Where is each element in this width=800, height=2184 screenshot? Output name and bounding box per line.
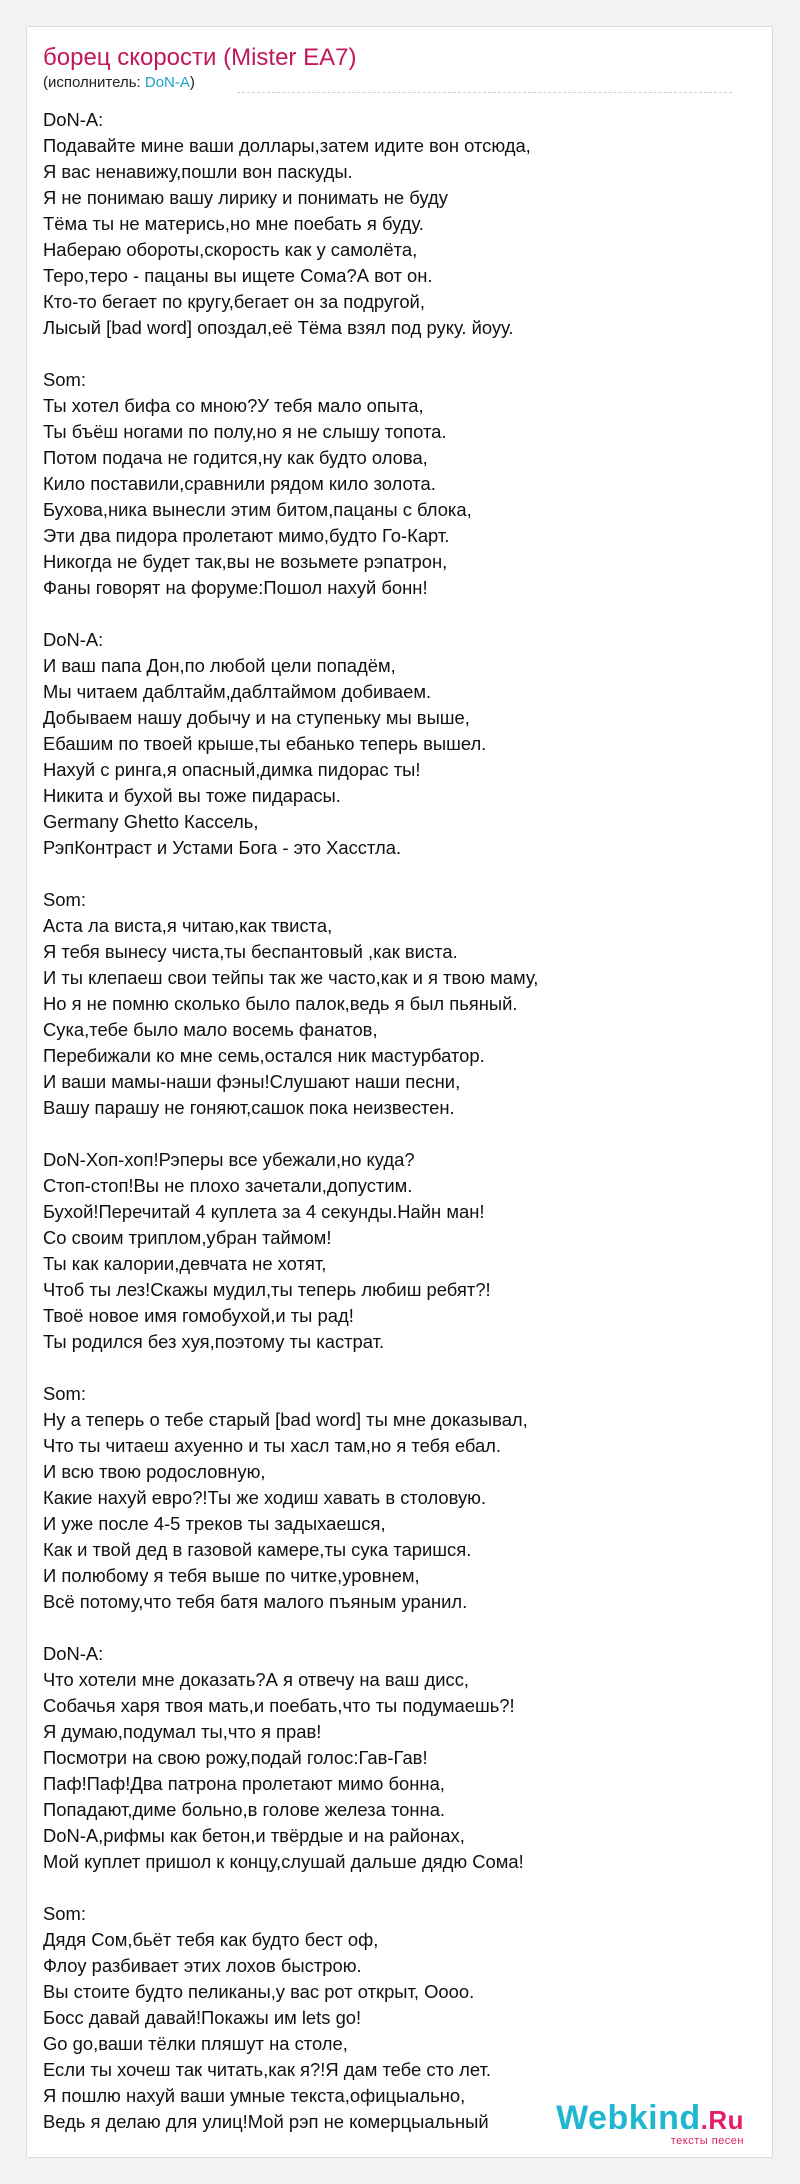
lyric-line: Со своим триплом,убран таймом!	[43, 1227, 332, 1248]
lyric-line: Som:	[43, 1903, 86, 1924]
lyric-line: Чтоб ты лез!Скажы мудил,ты теперь любиш ребят?!	[43, 1279, 491, 1300]
lyric-line: Ебашим по твоей крыше,ты ебанько теперь вышел.	[43, 733, 487, 754]
lyric-line: Но я не помню сколько было палок,ведь я был пьяный.	[43, 993, 518, 1014]
lyric-line: Нахуй с ринга,я опасный,димка пидорас ты!	[43, 759, 421, 780]
lyric-line: Лысый [bad word] опоздал,её Тёма взял под руку. йоуу.	[43, 317, 514, 338]
lyric-line: Какие нахуй евро?!Ты же ходиш хавать в столовую.	[43, 1487, 487, 1508]
lyric-line: Мой куплет пришол к концу,слушай дальше дядю Сома!	[43, 1851, 524, 1872]
lyric-line: Подавайте мине ваши доллары,затем идите вон отсюда,	[43, 135, 531, 156]
lyric-line: Ты родился без хуя,поэтому ты кастрат.	[43, 1331, 385, 1352]
lyric-line: Как и твой дед в газовой камере,ты сука таришся.	[43, 1539, 472, 1560]
lyric-line: Набераю обороты,скорость как у самолёта,	[43, 239, 418, 260]
stanza	[43, 107, 743, 341]
artist-prefix: (исполнитель:	[43, 74, 145, 91]
lyric-line: Что хотели мне доказать?А я отвечу на ваш дисс,	[43, 1669, 470, 1690]
lyric-line: Germany Ghetto Кассель,	[43, 811, 259, 832]
logo-tagline: тексты песен	[670, 2135, 744, 2147]
lyric-line: Ты как калории,девчата не хотят,	[43, 1253, 327, 1274]
artist-line	[43, 74, 195, 91]
lyric-line: Я думаю,подумал ты,что я прав!	[43, 1721, 322, 1742]
lyric-line: Теро,теро - пацаны вы ищете Сома?А вот он.	[43, 265, 433, 286]
lyric-line: DoN-Хоп-хоп!Рэперы все убежали,но куда?	[43, 1149, 415, 1170]
lyric-line: Эти два пидора пролетают мимо,будто Го-Карт.	[43, 525, 450, 546]
lyric-line: Если ты хочеш так читать,как я?!Я дам тебе сто лет.	[43, 2059, 491, 2080]
lyric-line: И полюбому я тебя выше по читке,уровнем,	[43, 1565, 420, 1586]
lyric-line: Som:	[43, 889, 86, 910]
lyric-line: Ведь я делаю для улиц!Мой рэп не комерцыальный	[43, 2111, 489, 2132]
lyric-line: DoN-A:	[43, 1643, 104, 1664]
lyric-line: Перебижали ко мне семь,остался ник мастурбатор.	[43, 1045, 485, 1066]
lyric-line: И уже после 4-5 треков ты задыхаешся,	[43, 1513, 386, 1534]
lyric-line: Собачья харя твоя мать,и поебать,что ты подумаешь?!	[43, 1695, 515, 1716]
lyric-line: Фаны говорят на форуме:Пошол нахуй бонн!	[43, 577, 428, 598]
lyric-line: Ты хотел бифа со мною?У тебя мало опыта,	[43, 395, 424, 416]
logo-suffix: .Ru	[700, 2105, 744, 2135]
lyric-line: Тёма ты не матерись,но мне поебать я буду.	[43, 213, 424, 234]
lyric-line: Я пошлю нахуй ваши умные текста,офицыально,	[43, 2085, 466, 2106]
lyric-line: Паф!Паф!Два патрона пролетают мимо бонна,	[43, 1773, 445, 1794]
divider	[237, 92, 732, 93]
lyric-line: DoN-A:	[43, 629, 104, 650]
lyrics-card	[26, 26, 773, 2158]
lyric-line: Флоу разбивает этих лохов быстрою.	[43, 1955, 362, 1976]
lyric-line: Потом подача не годится,ну как будто олова,	[43, 447, 428, 468]
lyric-line: Ты бъёш ногами по полу,но я не слышу топота.	[43, 421, 447, 442]
lyric-line: DoN-A,рифмы как бетон,и твёрдые и на районах,	[43, 1825, 465, 1846]
lyric-line: Go go,ваши тёлки пляшут на столе,	[43, 2033, 348, 2054]
lyric-line: Что ты читаеш ахуенно и ты хасл там,но я тебя ебал.	[43, 1435, 502, 1456]
lyric-line: Добываем нашу добычу и на ступеньку мы выше,	[43, 707, 470, 728]
lyric-line: Вы стоите будто пеликаны,у вас рот открыт, Оооо.	[43, 1981, 475, 2002]
stanza	[43, 1641, 743, 1875]
logo-name: Webkind	[556, 2099, 701, 2137]
lyric-line: Мы читаем даблтайм,даблтаймом добиваем.	[43, 681, 432, 702]
lyric-line: Сука,тебе было мало восемь фанатов,	[43, 1019, 378, 1040]
lyric-line: Som:	[43, 369, 86, 390]
lyric-line: Попадают,диме больно,в голове железа тонна.	[43, 1799, 446, 1820]
lyric-line: Ну а теперь о тебе старый [bad word] ты мне доказывал,	[43, 1409, 528, 1430]
lyric-line: Никита и бухой вы тоже пидарасы.	[43, 785, 341, 806]
lyric-line: DoN-A:	[43, 109, 104, 130]
lyrics-body	[43, 107, 743, 2158]
stanza	[43, 887, 743, 1121]
logo-wordmark	[556, 2101, 744, 2137]
artist-link[interactable]: DoN-A	[144, 74, 190, 91]
stanza	[43, 1381, 743, 1615]
lyric-line: Аста ла виста,я читаю,как твиста,	[43, 915, 333, 936]
lyric-line: Стоп-стоп!Вы не плохо зачетали,допустим.	[43, 1175, 413, 1196]
lyric-line: Босс давай давай!Покажы им lets go!	[43, 2007, 362, 2028]
lyric-line: Я вас ненавижу,пошли вон паскуды.	[43, 161, 353, 182]
lyric-line: Дядя Сом,бьёт тебя как будто бест оф,	[43, 1929, 379, 1950]
lyric-line: Я тебя вынесу чиста,ты беспантовый ,как виста.	[43, 941, 458, 962]
lyric-line: Бухова,ника вынесли этим битом,пацаны с блока,	[43, 499, 472, 520]
lyric-line: Твоё новое имя гомобухой,и ты рад!	[43, 1305, 354, 1326]
stanza	[43, 1147, 743, 1355]
lyric-line: И ваши мамы-наши фэны!Слушают наши песни,	[43, 1071, 461, 1092]
lyric-line: И ты клепаеш свои тейпы так же часто,как и я твою маму,	[43, 967, 539, 988]
stanza	[43, 367, 743, 601]
artist-suffix: )	[189, 74, 195, 91]
lyric-line: Я не понимаю вашу лирику и понимать не буду	[43, 187, 448, 208]
lyric-line: Никогда не будет так,вы не возьмете рэпатрон,	[43, 551, 448, 572]
lyric-line: И ваш папа Дон,по любой цели попадём,	[43, 655, 396, 676]
lyric-line: И всю твою родословную,	[43, 1461, 266, 1482]
lyric-line: Кто-то бегает по кругу,бегает он за подругой,	[43, 291, 425, 312]
lyric-line: Бухой!Перечитай 4 куплета за 4 секунды.Найн ман!	[43, 1201, 485, 1222]
lyric-line: Всё потому,что тебя батя малого пъяным уранил.	[43, 1591, 468, 1612]
lyric-line: РэпКонтраст и Устами Бога - это Хасстла.	[43, 837, 402, 858]
stanza	[43, 627, 743, 861]
lyric-line: Som:	[43, 1383, 86, 1404]
lyric-line: Посмотри на свою рожу,подай голос:Гав-Гав!	[43, 1747, 428, 1768]
webkind-logo[interactable]	[556, 2101, 744, 2147]
lyric-line: Вашу парашу не гоняют,сашок пока неизвестен.	[43, 1097, 455, 1118]
song-title: борец скорости (Mister EA7)	[43, 44, 357, 71]
lyric-line: Кило поставили,сравнили рядом кило золота.	[43, 473, 436, 494]
